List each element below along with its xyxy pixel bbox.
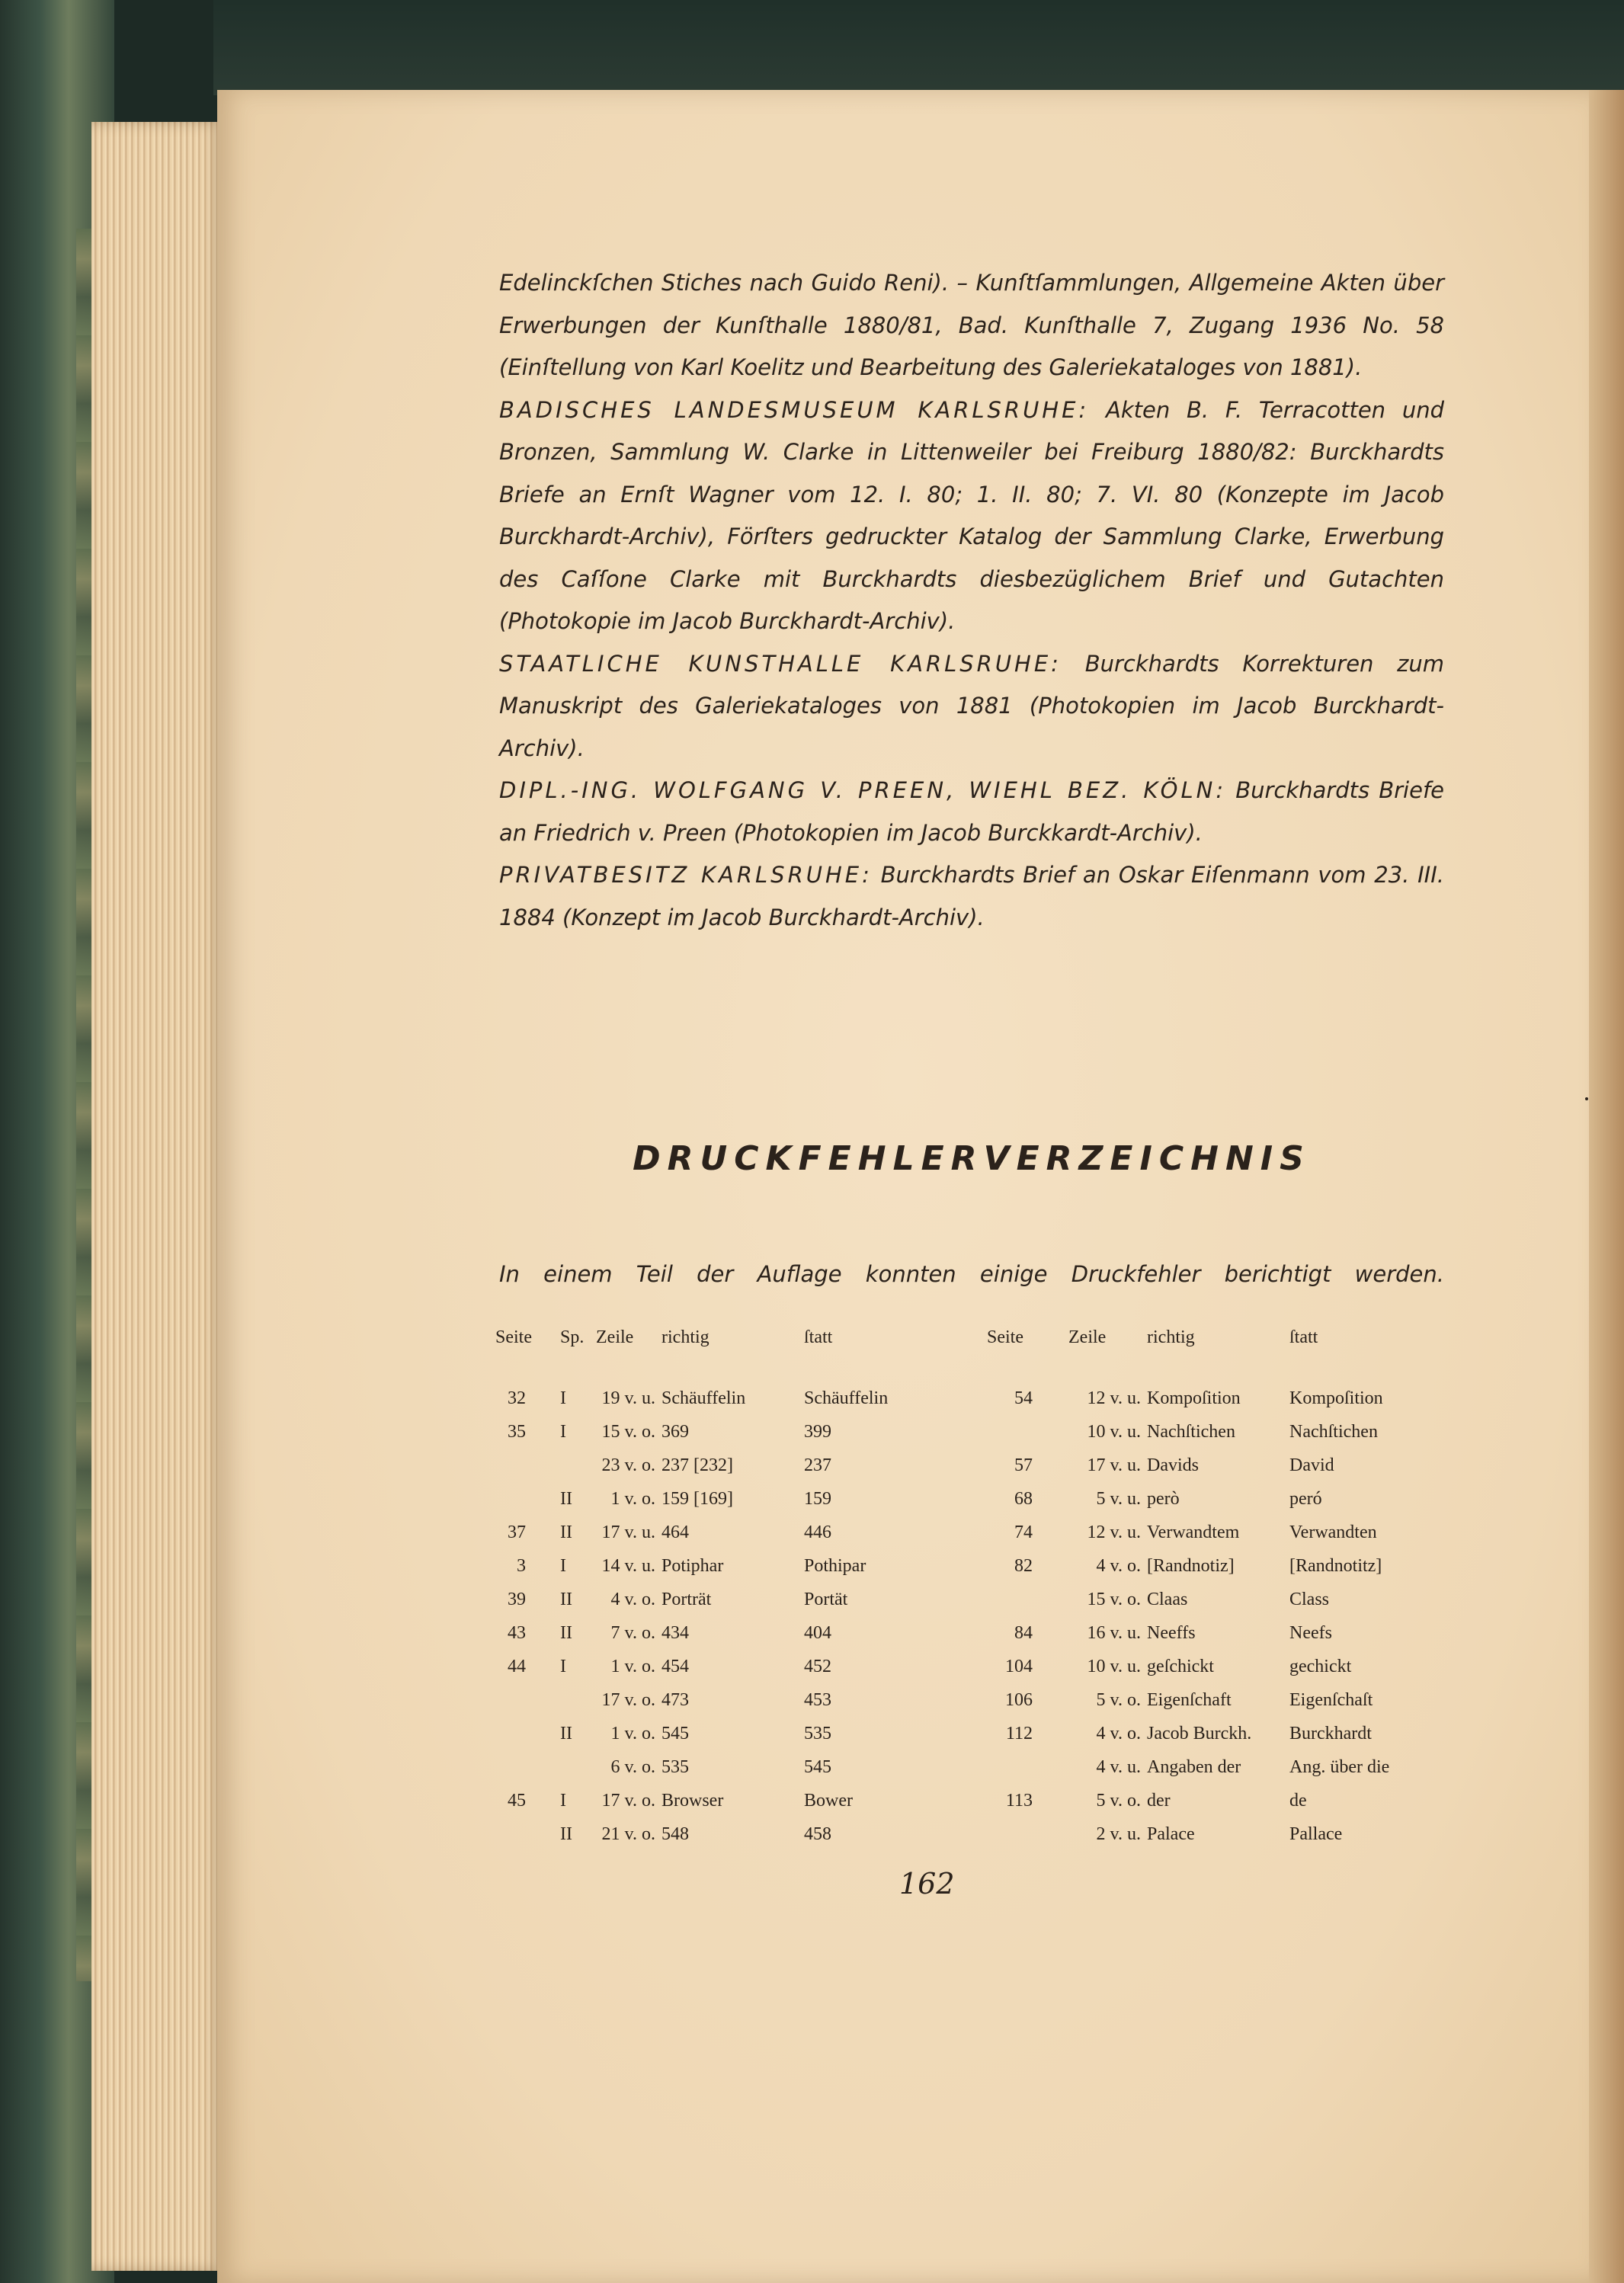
bibliography-block (499, 262, 1444, 939)
archive-name: DIPL.-ING. WOLFGANG V. PREEN, WIEHL BEZ. KÖLN: (499, 777, 1227, 803)
bibliography-entry (499, 643, 1444, 770)
cell-statt-2: [Randnotitz] (1289, 1556, 1382, 1576)
cell-seite: 44 (508, 1657, 526, 1676)
cell-seite: 39 (508, 1590, 526, 1609)
header-seite-2: Seite (987, 1327, 1023, 1347)
cell-sp: I (560, 1657, 566, 1676)
cell-richtig-2: Verwandtem (1147, 1523, 1240, 1542)
entry-text: Burckhardts Brief an Oskar Eiſenmann vom 23. III. 1884 (Konzept im Jacob Burckhardt-Archiv). (499, 862, 1444, 930)
cell-richtig-2: Angaben der (1147, 1757, 1241, 1777)
cell-seite-2: 68 (1014, 1489, 1033, 1509)
cell-statt: 404 (804, 1623, 831, 1643)
header-richtig-2: richtig (1147, 1327, 1195, 1347)
table-row (495, 1422, 1437, 1455)
cell-statt-2: Pallace (1289, 1824, 1343, 1844)
cell-richtig: Schäuffelin (661, 1388, 746, 1408)
cell-zeile: 1 v. o. (610, 1489, 655, 1509)
cell-zeile: 17 v. o. (601, 1791, 655, 1811)
cell-zeile-2: 12 v. u. (1087, 1388, 1141, 1408)
cell-sp: II (560, 1489, 572, 1509)
header-statt-2: ſtatt (1289, 1327, 1318, 1347)
cell-richtig: 545 (661, 1724, 689, 1743)
cell-seite-2: 57 (1014, 1455, 1033, 1475)
cell-sp: II (560, 1824, 572, 1844)
cell-seite-2: 112 (1005, 1724, 1033, 1743)
cell-zeile-2: 12 v. u. (1087, 1523, 1141, 1542)
cell-richtig: 434 (661, 1623, 689, 1643)
cell-zeile: 6 v. o. (610, 1757, 655, 1777)
cell-richtig-2: Eigenſchaft (1147, 1690, 1232, 1710)
cell-zeile-2: 5 v. u. (1096, 1489, 1141, 1509)
cell-statt: 159 (804, 1489, 831, 1509)
cell-richtig: 464 (661, 1523, 689, 1542)
cell-statt-2: Kompoſition (1289, 1388, 1383, 1408)
cell-richtig-2: Claas (1147, 1590, 1188, 1609)
cell-statt-2: de (1289, 1791, 1307, 1811)
cell-seite-2: 84 (1014, 1623, 1033, 1643)
cell-statt-2: Eigenſchaſt (1289, 1690, 1373, 1710)
cell-richtig: 535 (661, 1757, 689, 1777)
cell-zeile-2: 4 v. u. (1096, 1757, 1141, 1777)
archive-name: PRIVATBESITZ KARLSRUHE: (499, 862, 873, 888)
entry-text: Burckhardts Korrekturen zum Manuskript des Galeriekataloges von 1881 (Photokopien im Jacob Burckhardt-Archiv). (499, 650, 1445, 761)
cell-seite: 45 (508, 1791, 526, 1811)
cell-statt-2: Class (1289, 1590, 1330, 1609)
bibliography-entry (499, 262, 1444, 389)
cell-seite-2: 54 (1014, 1388, 1033, 1408)
page-edges (91, 122, 225, 2271)
cell-richtig-2: Kompoſition (1147, 1388, 1241, 1408)
cell-zeile: 1 v. o. (610, 1724, 655, 1743)
table-row (495, 1523, 1437, 1556)
cell-richtig: Porträt (661, 1590, 712, 1609)
cell-richtig-2: Jacob Burckh. (1147, 1724, 1252, 1743)
cell-zeile-2: 17 v. u. (1087, 1455, 1141, 1475)
cell-statt-2: Verwandten (1289, 1523, 1377, 1542)
cell-seite: 37 (508, 1523, 526, 1542)
cell-richtig: 369 (661, 1422, 689, 1442)
cell-zeile: 21 v. o. (601, 1824, 655, 1844)
cell-statt-2: Ang. über die (1289, 1757, 1390, 1777)
page-right-edge (1589, 90, 1624, 2283)
cell-statt: Portät (804, 1590, 848, 1609)
page-number: 162 (899, 1867, 955, 1900)
archive-name: BADISCHES LANDESMUSEUM KARLSRUHE: (499, 396, 1090, 423)
cell-seite-2: 74 (1014, 1523, 1033, 1542)
cell-seite: 3 (517, 1556, 526, 1576)
cell-zeile: 14 v. u. (601, 1556, 655, 1576)
cell-richtig: 159 [169] (661, 1489, 733, 1509)
table-row (495, 1690, 1437, 1724)
cell-zeile-2: 4 v. o. (1096, 1724, 1141, 1743)
cell-seite-2: 113 (1005, 1791, 1033, 1811)
cell-richtig-2: Palace (1147, 1824, 1195, 1844)
table-row (495, 1757, 1437, 1791)
cell-seite-2: 106 (1005, 1690, 1033, 1710)
cell-statt: 446 (804, 1523, 831, 1542)
cell-statt-2: Nachſtichen (1289, 1422, 1378, 1442)
margin-dot (1585, 1097, 1588, 1100)
header-sp: Sp. (560, 1327, 585, 1347)
table-row (495, 1590, 1437, 1623)
cell-seite: 35 (508, 1422, 526, 1442)
cell-richtig-2: Davids (1147, 1455, 1199, 1475)
cell-zeile-2: 10 v. u. (1087, 1422, 1141, 1442)
cell-zeile: 4 v. o. (610, 1590, 655, 1609)
section-heading: DRUCKFEHLERVERZEICHNIS (633, 1139, 1311, 1178)
cell-statt: 237 (804, 1455, 831, 1475)
cell-zeile-2: 10 v. u. (1087, 1657, 1141, 1676)
cell-richtig-2: però (1147, 1489, 1180, 1509)
cell-richtig: Potiphar (661, 1556, 724, 1576)
entry-text: Burckhardts Briefe an Friedrich v. Preen (Photokopien im Jacob Burckkardt-Archiv). (499, 777, 1445, 846)
bibliography-entry (499, 389, 1444, 643)
cell-statt: Pothipar (804, 1556, 866, 1576)
entry-text: Akten B. F. Terracotten und Bronzen, Sammlung W. Clarke in Littenweiler bei Freiburg 1880/82: Burckhardts Briefe an Ernſt Wagner vom 12. I. 80; 1. II. 80; 7. VI. 80 (Konzepte im Jacob Burckhardt-Archiv), Förſters gedruckter Katalog der Sammlung Clarke, Erwerbung des Caſſone Clarke mit Burckhardts diesbezüglichem Brief und Gutachten (Photokopie im Jacob Burckhardt-Archiv). (499, 396, 1445, 634)
cell-richtig-2: der (1147, 1791, 1171, 1811)
errata-table (495, 1326, 1437, 1858)
cell-zeile-2: 2 v. u. (1096, 1824, 1141, 1844)
table-row (495, 1824, 1437, 1858)
cell-zeile: 7 v. o. (610, 1623, 655, 1643)
cell-sp: I (560, 1388, 566, 1408)
cell-sp: II (560, 1590, 572, 1609)
cell-sp: I (560, 1791, 566, 1811)
cell-sp: II (560, 1623, 572, 1643)
cell-seite-2: 82 (1014, 1556, 1033, 1576)
cell-sp: II (560, 1523, 572, 1542)
table-row (495, 1489, 1437, 1523)
background-top (213, 0, 1624, 95)
cell-statt-2: Burckhardt (1289, 1724, 1372, 1743)
cell-statt-2: Neefs (1289, 1623, 1332, 1643)
table-row (495, 1724, 1437, 1757)
bibliography-entry (499, 854, 1444, 939)
table-row (495, 1623, 1437, 1657)
cell-zeile: 17 v. o. (601, 1690, 655, 1710)
cell-statt: 535 (804, 1724, 831, 1743)
errata-rows (495, 1388, 1437, 1858)
cell-statt-2: peró (1289, 1489, 1322, 1509)
cell-richtig: 548 (661, 1824, 689, 1844)
header-zeile: Zeile (596, 1327, 634, 1347)
cell-statt: Schäuffelin (804, 1388, 889, 1408)
header-seite: Seite (495, 1327, 532, 1347)
cell-richtig: 237 [232] (661, 1455, 733, 1475)
cell-seite: 43 (508, 1623, 526, 1643)
cell-zeile-2: 4 v. o. (1096, 1556, 1141, 1576)
bibliography-entry (499, 770, 1444, 854)
table-row (495, 1657, 1437, 1690)
header-zeile-2: Zeile (1068, 1327, 1107, 1347)
cell-sp: I (560, 1422, 566, 1442)
entry-text: Edelinckſchen Stiches nach Guido Reni). – Kunſtſammlungen, Allgemeine Akten über Erwerbungen der Kunſthalle 1880/81, Bad. Kunſthalle 7, Zugang 1936 No. 58 (Einſtellung von Karl Koelitz und Bearbeitung des Galeriekataloges von 1881). (499, 270, 1444, 380)
cell-richtig: 454 (661, 1657, 689, 1676)
cell-richtig: 473 (661, 1690, 689, 1710)
cell-seite: 32 (508, 1388, 526, 1408)
cell-zeile-2: 5 v. o. (1096, 1690, 1141, 1710)
cell-statt-2: David (1289, 1455, 1334, 1475)
cell-statt: 399 (804, 1422, 831, 1442)
cell-zeile: 1 v. o. (610, 1657, 655, 1676)
cell-zeile-2: 15 v. o. (1087, 1590, 1141, 1609)
table-row (495, 1556, 1437, 1590)
cell-richtig-2: geſchickt (1147, 1657, 1214, 1676)
table-row (495, 1791, 1437, 1824)
header-richtig: richtig (661, 1327, 709, 1347)
cell-richtig-2: [Randnotiz] (1147, 1556, 1235, 1576)
cell-statt: 453 (804, 1690, 831, 1710)
cell-richtig: Browser (661, 1791, 724, 1811)
intro-text: In einem Teil der Auflage konnten einige Druckfehler berichtigt werden. (499, 1261, 1444, 1287)
cell-statt: 458 (804, 1824, 831, 1844)
cell-zeile: 23 v. o. (601, 1455, 655, 1475)
cell-sp: I (560, 1556, 566, 1576)
cell-seite-2: 104 (1005, 1657, 1033, 1676)
archive-name: STAATLICHE KUNSTHALLE KARLSRUHE: (499, 650, 1062, 677)
table-row (495, 1388, 1437, 1422)
cell-richtig-2: Neeffs (1147, 1623, 1196, 1643)
cell-zeile-2: 5 v. o. (1096, 1791, 1141, 1811)
cell-zeile: 17 v. u. (601, 1523, 655, 1542)
cell-statt: Bower (804, 1791, 853, 1811)
cell-statt: 452 (804, 1657, 831, 1676)
cell-zeile: 19 v. u. (601, 1388, 655, 1408)
cell-sp: II (560, 1724, 572, 1743)
table-row (495, 1455, 1437, 1489)
cell-zeile-2: 16 v. u. (1087, 1623, 1141, 1643)
cell-richtig-2: Nachſtichen (1147, 1422, 1235, 1442)
cell-statt-2: gechickt (1289, 1657, 1352, 1676)
cell-statt: 545 (804, 1757, 831, 1777)
errata-header (495, 1326, 1437, 1388)
cell-zeile: 15 v. o. (601, 1422, 655, 1442)
header-statt: ſtatt (804, 1327, 833, 1347)
